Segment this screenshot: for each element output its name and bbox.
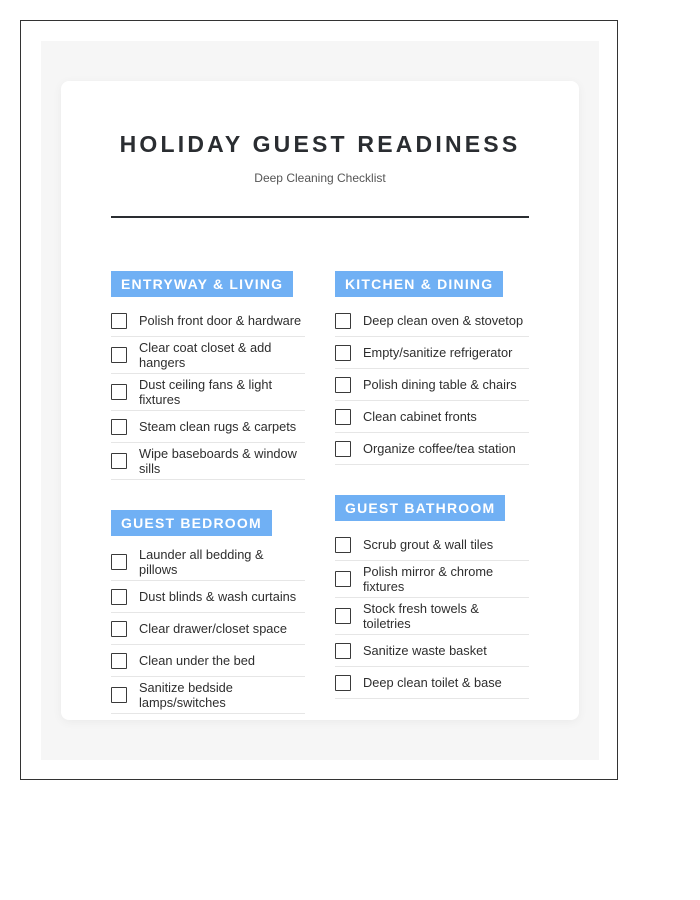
checkbox[interactable]	[111, 453, 127, 469]
section-header-kitchen-dining: KITCHEN & DINING	[335, 271, 503, 297]
checklist-item-label: Sanitize bedside lamps/switches	[139, 680, 233, 710]
checklist-item[interactable]	[111, 411, 305, 443]
checkbox[interactable]	[335, 409, 351, 425]
checklist-item-label: Polish front door & hardware	[139, 313, 302, 328]
checklist-item-label: Polish dining table & chairs	[363, 377, 517, 392]
checklist-item[interactable]	[335, 667, 529, 699]
checklist-item[interactable]	[111, 544, 305, 581]
checklist-item[interactable]	[335, 305, 529, 337]
section-guest-bedroom	[111, 510, 305, 714]
checklist-item[interactable]	[335, 401, 529, 433]
checklist-item-label: Scrub grout & wall tiles	[363, 537, 494, 552]
checklist-item[interactable]	[335, 529, 529, 561]
checkbox[interactable]	[111, 653, 127, 669]
checklist-item[interactable]	[111, 305, 305, 337]
checklist-item-label: Launder all bedding & pillows	[139, 547, 264, 577]
checklist-item[interactable]	[111, 613, 305, 645]
checkbox[interactable]	[111, 419, 127, 435]
left-column	[111, 271, 305, 744]
title-divider	[111, 216, 529, 218]
checklist-item-label: Clear drawer/closet space	[139, 621, 287, 636]
checkbox[interactable]	[335, 313, 351, 329]
section-kitchen-dining	[335, 271, 529, 465]
checklist-item[interactable]	[335, 433, 529, 465]
checklist-item-label: Sanitize waste basket	[363, 643, 487, 658]
section-guest-bathroom	[335, 495, 529, 699]
checklist-item-label: Clean under the bed	[139, 653, 255, 668]
right-column	[335, 271, 529, 729]
checklist-item[interactable]	[111, 374, 305, 411]
checkbox[interactable]	[335, 608, 351, 624]
checkbox[interactable]	[335, 377, 351, 393]
checklist-item[interactable]	[335, 635, 529, 667]
section-header-guest-bedroom: GUEST BEDROOM	[111, 510, 272, 536]
checklist-item[interactable]	[111, 645, 305, 677]
checklist-item-label: Steam clean rugs & carpets	[139, 419, 297, 434]
checkbox[interactable]	[111, 589, 127, 605]
checklist-item-label: Dust ceiling fans & light fixtures	[139, 377, 273, 407]
checkbox[interactable]	[335, 571, 351, 587]
section-header-guest-bathroom: GUEST BATHROOM	[335, 495, 505, 521]
checklist-item-label: Clean cabinet fronts	[363, 409, 477, 424]
checkbox[interactable]	[335, 643, 351, 659]
page-subtitle: Deep Cleaning Checklist	[254, 171, 386, 185]
checklist-item[interactable]	[335, 598, 529, 635]
checkbox[interactable]	[335, 441, 351, 457]
checkbox[interactable]	[335, 675, 351, 691]
section-header-entryway-living: ENTRYWAY & LIVING	[111, 271, 293, 297]
checklist-item-label: Wipe baseboards & window sills	[139, 446, 297, 476]
checklist-item[interactable]	[111, 443, 305, 480]
checklist-item-label: Dust blinds & wash curtains	[139, 589, 297, 604]
checklist-item-label: Stock fresh towels & toiletries	[363, 601, 479, 631]
checkbox[interactable]	[111, 621, 127, 637]
checkbox[interactable]	[111, 347, 127, 363]
checklist-item[interactable]	[335, 337, 529, 369]
checklist-item[interactable]	[335, 561, 529, 598]
page-title: HOLIDAY GUEST READINESS	[119, 131, 521, 157]
checkbox[interactable]	[335, 537, 351, 553]
checklist-item-label: Polish mirror & chrome fixtures	[363, 564, 494, 594]
checklist-item-label: Empty/sanitize refrigerator	[363, 345, 513, 360]
checkbox[interactable]	[111, 384, 127, 400]
section-entryway-living	[111, 271, 305, 480]
checklist-item[interactable]	[111, 677, 305, 714]
checkbox[interactable]	[111, 313, 127, 329]
checklist-item[interactable]	[111, 581, 305, 613]
checklist-item[interactable]	[335, 369, 529, 401]
checklist-item-label: Organize coffee/tea station	[363, 441, 516, 456]
checkbox[interactable]	[111, 554, 127, 570]
checklist-item[interactable]	[111, 337, 305, 374]
checklist-item-label: Deep clean oven & stovetop	[363, 313, 524, 328]
checklist-item-label: Clear coat closet & add hangers	[139, 340, 272, 370]
checkbox[interactable]	[111, 687, 127, 703]
checklist-item-label: Deep clean toilet & base	[363, 675, 502, 690]
checkbox[interactable]	[335, 345, 351, 361]
